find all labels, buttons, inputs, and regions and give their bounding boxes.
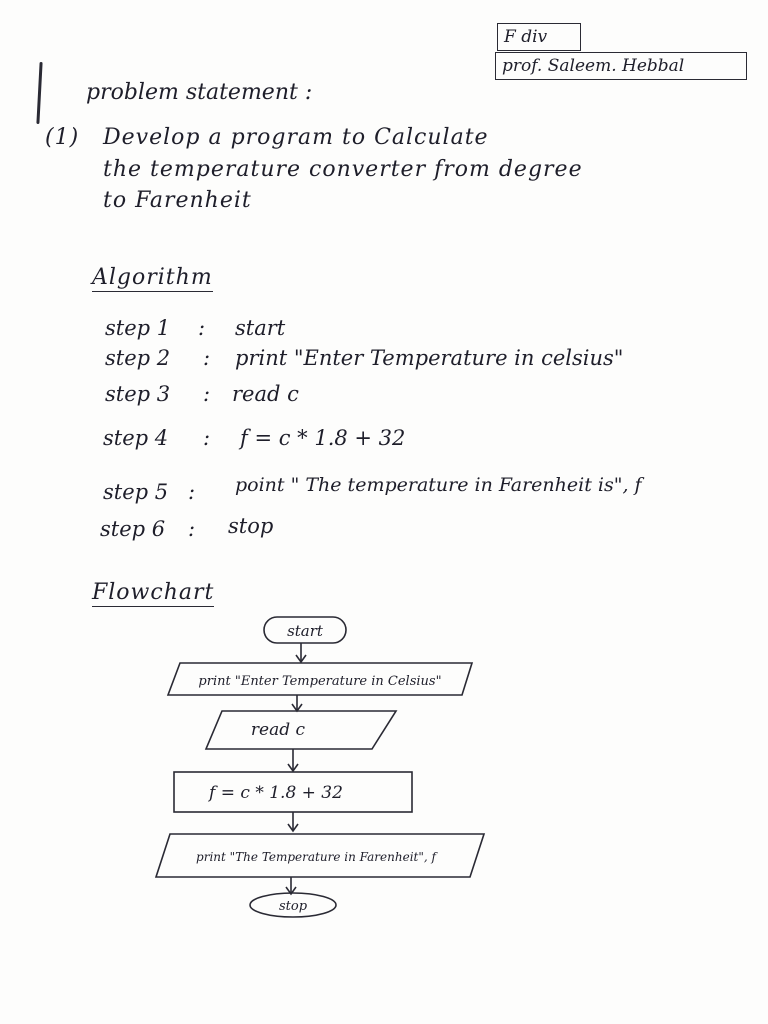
step-2-text: print "Enter Temperature in celsius" [235,346,624,370]
step-6-text: stop [228,514,274,538]
division-box [497,23,581,51]
flowchart-heading: Flowchart [92,580,215,605]
step-4-colon: : [203,426,211,450]
step-1-label: step 1 [105,316,171,340]
problem-line-1: Develop a program to Calculate [103,125,489,150]
professor-name: prof. Saleem. Hebbal [502,56,685,76]
flowchart-diagram [150,605,490,925]
step-4-text: f = c * 1.8 + 32 [240,426,406,450]
margin-mark [36,62,42,124]
step-5-label: step 5 [103,480,169,504]
algorithm-heading: Algorithm [92,265,213,290]
step-4-label: step 4 [103,426,169,450]
step-5-text: point " The temperature in Farenheit is", f [235,474,642,496]
step-1-colon: : [198,316,206,340]
step-3-colon: : [203,382,211,406]
step-2-label: step 2 [105,346,171,370]
step-6-label: step 6 [100,517,166,541]
print-input-label: print "Enter Temperature in Celsius" [198,674,442,689]
step-2-colon: : [203,346,211,370]
division-label: F div [504,27,548,47]
problem-line-2: the temperature converter from degree [103,157,583,182]
step-1-text: start [235,316,286,340]
step-3-label: step 3 [105,382,171,406]
print-output-label: print "The Temperature in Farenheit", f [196,850,436,864]
step-3-text: read c [232,382,299,406]
read-label: read c [250,720,306,740]
process-label: f = c * 1.8 + 32 [209,783,343,803]
professor-box [495,52,747,80]
problem-line-3: to Farenheit [103,188,252,213]
step-5-colon: : [188,480,196,504]
stop-label: stop [278,899,308,914]
step-6-colon: : [188,517,196,541]
problem-heading: problem statement : [86,80,313,105]
problem-number: (1) [45,125,80,150]
start-label: start [287,622,323,640]
